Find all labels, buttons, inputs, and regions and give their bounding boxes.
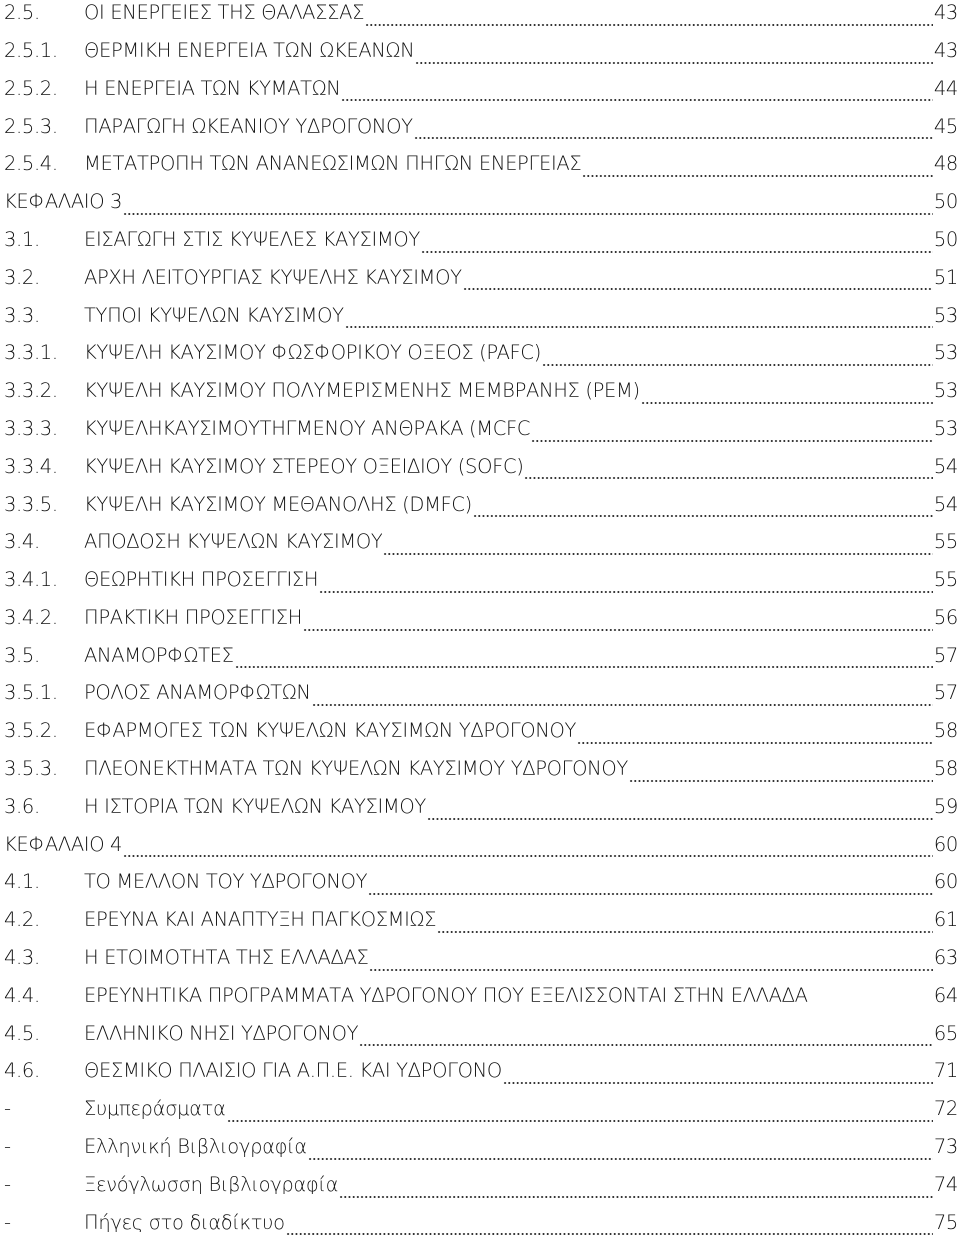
toc-entry[interactable] xyxy=(0,1128,960,1166)
toc-dot-leader xyxy=(415,55,933,65)
toc-chapter-entry[interactable] xyxy=(0,826,960,864)
toc-dot-leader xyxy=(582,168,933,178)
toc-entry-title: ΚΥΨΕΛΗ ΚΑΥΣΙΜΟΥ ΠΟΛΥΜΕΡΙΣΜΕΝΗΣ ΜΕΜΒΡΑΝΗΣ (PEM) xyxy=(84,381,640,401)
toc-dot-leader xyxy=(365,17,933,27)
toc-entry[interactable] xyxy=(0,145,960,183)
toc-dot-leader xyxy=(308,1151,933,1161)
toc-entry-title: Συμπεράσματα xyxy=(84,1099,226,1119)
toc-page-number: 55 xyxy=(933,568,958,592)
toc-dot-leader xyxy=(123,848,933,858)
toc-page-number: 43 xyxy=(933,1,958,25)
toc-page-number: 55 xyxy=(933,530,958,554)
toc-dot-leader xyxy=(345,319,933,329)
toc-entry[interactable] xyxy=(0,70,960,108)
toc-entry-number: 3.3.4. xyxy=(4,454,58,478)
toc-dot-leader xyxy=(339,1189,933,1199)
toc-dot-leader xyxy=(809,1000,933,1010)
toc-dot-leader xyxy=(641,395,933,405)
toc-entry[interactable] xyxy=(0,221,960,259)
toc-entry-title: Πήγες στο διαδίκτυο xyxy=(84,1212,285,1233)
toc-entry-number: 3.2. xyxy=(4,265,40,289)
toc-page-number: 54 xyxy=(933,454,958,478)
toc-entry[interactable] xyxy=(0,32,960,70)
toc-page-number: 57 xyxy=(933,643,958,667)
toc-entry-title: ΕΙΣΑΓΩΓΗ ΣΤΙΣ ΚΥΨΕΛΕΣ ΚΑΥΣΙΜΟΥ xyxy=(84,229,420,250)
toc-page-number: 43 xyxy=(933,38,958,62)
toc-entry-number: - xyxy=(4,1097,11,1121)
toc-entry[interactable] xyxy=(0,107,960,145)
toc-page-number: 44 xyxy=(933,76,958,100)
toc-entry[interactable] xyxy=(0,410,960,448)
toc-entry[interactable] xyxy=(0,1090,960,1128)
toc-entry[interactable] xyxy=(0,750,960,788)
toc-page-number: 63 xyxy=(933,946,958,970)
toc-entry-title: ΠΑΡΑΓΩΓΗ ΩΚΕΑΝΙΟΥ ΥΔΡΟΓΟΝΟΥ xyxy=(84,116,413,137)
toc-entry-title: ΕΛΛΗΝΙΚΟ ΝΗΣΙ ΥΔΡΟΓΟΝΟΥ xyxy=(84,1023,359,1044)
toc-dot-leader xyxy=(312,697,933,707)
toc-page-number: 53 xyxy=(933,379,958,403)
toc-entry[interactable] xyxy=(0,863,960,901)
toc-entry-number: 2.5.3. xyxy=(4,114,58,138)
toc-entry-title: ΚΥΨΕΛΗ ΚΑΥΣΙΜΟΥ ΜΕΘΑΝΟΛΗΣ (DMFC) xyxy=(84,494,472,514)
toc-entry-number: 3.4.2. xyxy=(4,605,58,629)
toc-page-number: 65 xyxy=(933,1021,958,1045)
toc-entry-number: 4.5. xyxy=(4,1021,40,1045)
toc-entry[interactable] xyxy=(0,523,960,561)
toc-entry-number: 3.3.3. xyxy=(4,416,58,440)
toc-entry-title: ΠΛΕΟΝΕΚΤΗΜΑΤΑ ΤΩΝ ΚΥΨΕΛΩΝ ΚΑΥΣΙΜΟΥ ΥΔΡΟΓΟΝΟΥ xyxy=(84,759,628,779)
toc-entry[interactable] xyxy=(0,939,960,977)
toc-dot-leader xyxy=(303,622,933,632)
toc-entry[interactable] xyxy=(0,561,960,599)
toc-chapter-title: ΚΕΦΑΛΑΙΟ 3 xyxy=(4,192,123,212)
toc-page-number: 50 xyxy=(933,190,958,214)
toc-dot-leader xyxy=(368,886,933,896)
toc-page-number: 61 xyxy=(933,908,958,932)
toc-entry-title: ΕΦΑΡΜΟΓΕΣ ΤΩΝ ΚΥΨΕΛΩΝ ΚΑΥΣΙΜΩΝ ΥΔΡΟΓΟΝΟΥ xyxy=(84,721,577,741)
toc-entry-title: ΕΡΕΥΝΑ ΚΑΙ ΑΝΑΠΤΥΞΗ ΠΑΓΚΟΣΜΙΩΣ xyxy=(84,910,437,930)
toc-entry-number: 3.5.2. xyxy=(4,719,58,743)
toc-page-number: 48 xyxy=(933,152,958,176)
toc-entry-title: ΘΕΡΜΙΚΗ ΕΝΕΡΓΕΙΑ ΤΩΝ ΩΚΕΑΝΩΝ xyxy=(84,40,415,61)
toc-entry-number: 3.3.2. xyxy=(4,379,58,403)
toc-entry-number: 3.4. xyxy=(4,530,40,554)
toc-entry-number: 3.3.1. xyxy=(4,341,58,365)
toc-entry[interactable] xyxy=(0,485,960,523)
toc-dot-leader xyxy=(577,735,933,745)
toc-dot-leader xyxy=(524,470,932,480)
toc-entry[interactable] xyxy=(0,372,960,410)
toc-entry-title: ΠΡΑΚΤΙΚΗ ΠΡΟΣΕΓΓΙΣΗ xyxy=(84,607,303,628)
toc-dot-leader xyxy=(421,244,933,254)
toc-entry[interactable] xyxy=(0,1052,960,1090)
toc-dot-leader xyxy=(437,924,933,934)
toc-entry-title: ΜΕΤΑΤΡΟΠΗ ΤΩΝ ΑΝΑΝΕΩΣΙΜΩΝ ΠΗΓΩΝ ΕΝΕΡΓΕΙΑΣ xyxy=(84,154,582,174)
toc-entry[interactable] xyxy=(0,0,960,32)
toc-page-number: 53 xyxy=(933,416,958,440)
toc-entry-number: - xyxy=(4,1172,11,1196)
toc-dot-leader xyxy=(503,1075,933,1085)
toc-page-number: 58 xyxy=(933,757,958,781)
toc-entry-title: ΘΕΩΡΗΤΙΚΗ ΠΡΟΣΕΓΓΙΣΗ xyxy=(84,570,319,590)
toc-entry[interactable] xyxy=(0,1166,960,1204)
toc-dot-leader xyxy=(319,584,933,594)
toc-entry-number: - xyxy=(4,1210,11,1234)
toc-entry-title: ΕΡΕΥΝΗΤΙΚΑ ΠΡΟΓΡΑΜΜΑΤΑ ΥΔΡΟΓΟΝΟΥ ΠΟΥ ΕΞΕΛΙΣΣΟΝΤΑΙ ΣΤΗΝ ΕΛΛΑΔΑ xyxy=(84,985,808,1006)
toc-page-number: 71 xyxy=(933,1059,958,1083)
toc-dot-leader xyxy=(359,1037,933,1047)
toc-page-number: 56 xyxy=(933,605,958,629)
toc-entry-title: ΚΥΨΕΛΗ ΚΑΥΣΙΜΟΥ ΣΤΕΡΕΟΥ ΟΞΕΙΔΙΟΥ (SOFC) xyxy=(84,456,524,477)
toc-entry-title: ΟΙ ΕΝΕΡΓΕΙΕΣ ΤΗΣ ΘΑΛΑΣΣΑΣ xyxy=(84,3,365,23)
toc-dot-leader xyxy=(123,206,933,216)
toc-entry[interactable] xyxy=(0,788,960,826)
toc-entry-number: 3.5.3. xyxy=(4,757,58,781)
toc-entry-number: 4.6. xyxy=(4,1059,40,1083)
toc-entry[interactable] xyxy=(0,448,960,486)
toc-page-number: 54 xyxy=(933,492,958,516)
toc-entry-title: Ξενόγλωσση Βιβλιογραφία xyxy=(84,1174,339,1195)
toc-entry-title: Ελληνική Βιβλιογραφία xyxy=(84,1137,307,1157)
toc-dot-leader xyxy=(227,1113,933,1123)
toc-entry-number: 3.1. xyxy=(4,227,40,251)
toc-entry-title: ΑΠΟΔΟΣΗ ΚΥΨΕΛΩΝ ΚΑΥΣΙΜΟΥ xyxy=(84,532,383,552)
toc-entry-title: ΑΝΑΜΟΡΦΩΤΕΣ xyxy=(84,645,234,666)
toc-chapter-title: ΚΕΦΑΛΑΙΟ 4 xyxy=(4,834,123,855)
toc-entry-number: 2.5.1. xyxy=(4,38,58,62)
toc-dot-leader xyxy=(463,281,933,291)
toc-page-number: 51 xyxy=(933,265,958,289)
toc-dot-leader xyxy=(473,508,933,518)
toc-entry-number: 4.3. xyxy=(4,946,40,970)
toc-entry-title: Η ΕΤΟΙΜΟΤΗΤΑ ΤΗΣ ΕΛΛΑΔΑΣ xyxy=(84,948,369,968)
toc-entry-title: ΤΟ ΜΕΛΛΟΝ ΤΟΥ ΥΔΡΟΓΟΝΟΥ xyxy=(84,872,368,892)
toc-page-number: 73 xyxy=(933,1135,958,1159)
toc-entry-number: 4.2. xyxy=(4,908,40,932)
toc-page-number: 53 xyxy=(933,341,958,365)
toc-dot-leader xyxy=(427,811,933,821)
toc-entry-number: 2.5.4. xyxy=(4,152,58,176)
toc-entry[interactable] xyxy=(0,296,960,334)
toc-entry-title: ΚΥΨΕΛΗ ΚΑΥΣΙΜΟΥ ΦΩΣΦΟΡΙΚΟΥ ΟΞΕΟΣ (PAFC) xyxy=(84,343,541,363)
toc-entry-title: Η ΙΣΤΟΡΙΑ ΤΩΝ ΚΥΨΕΛΩΝ ΚΑΥΣΙΜΟΥ xyxy=(84,796,426,817)
toc-entry[interactable] xyxy=(0,712,960,750)
toc-dot-leader xyxy=(341,92,932,102)
toc-entry[interactable] xyxy=(0,901,960,939)
toc-entry-title: ΡΟΛΟΣ ΑΝΑΜΟΡΦΩΤΩΝ xyxy=(84,683,311,703)
toc-page-number: 59 xyxy=(933,794,958,818)
toc-entry-number: - xyxy=(4,1135,11,1159)
toc-page-number: 58 xyxy=(933,719,958,743)
toc-dot-leader xyxy=(286,1226,933,1236)
toc-entry-number: 3.5. xyxy=(4,643,40,667)
toc-dot-leader xyxy=(629,773,933,783)
toc-page-number: 57 xyxy=(933,681,958,705)
toc-page-number: 75 xyxy=(933,1210,958,1234)
toc-page-number: 60 xyxy=(933,870,958,894)
toc-entry-number: 3.6. xyxy=(4,794,40,818)
toc-entry-number: 3.3.5. xyxy=(4,492,58,516)
toc-page-number: 50 xyxy=(933,227,958,251)
toc-entry[interactable] xyxy=(0,977,960,1015)
toc-entry[interactable] xyxy=(0,674,960,712)
toc-page-number: 74 xyxy=(933,1172,958,1196)
toc-entry-title: ΤΥΠΟΙ ΚΥΨΕΛΩΝ ΚΑΥΣΙΜΟΥ xyxy=(84,305,344,326)
toc-entry-title: Η ΕΝΕΡΓΕΙΑ ΤΩΝ ΚΥΜΑΤΩΝ xyxy=(84,78,341,99)
toc-entry-number: 3.5.1. xyxy=(4,681,58,705)
toc-page-number: 60 xyxy=(933,832,958,856)
toc-entry[interactable] xyxy=(0,334,960,372)
toc-dot-leader xyxy=(235,659,933,669)
toc-entry[interactable] xyxy=(0,1015,960,1053)
toc-entry-number: 2.5. xyxy=(4,1,40,25)
toc-page-number: 53 xyxy=(933,303,958,327)
toc-dot-leader xyxy=(414,130,933,140)
toc-dot-leader xyxy=(531,433,933,443)
toc-entry-title: ΘΕΣΜΙΚΟ ΠΛΑΙΣΙΟ ΓΙΑ Α.Π.Ε. ΚΑΙ ΥΔΡΟΓΟΝΟ xyxy=(84,1061,502,1081)
toc-entry-number: 2.5.2. xyxy=(4,76,58,100)
toc-entry-number: 4.4. xyxy=(4,983,40,1007)
toc-entry[interactable] xyxy=(0,599,960,637)
toc-dot-leader xyxy=(542,357,933,367)
toc-entry-title: ΚΥΨΕΛΗΚΑΥΣΙΜΟΥΤΗΓΜΕΝΟΥ ΑΝΘΡΑΚΑ (MCFC xyxy=(84,418,531,439)
toc-entry[interactable] xyxy=(0,637,960,675)
toc-entry-number: 3.3. xyxy=(4,303,40,327)
toc-chapter-entry[interactable] xyxy=(0,183,960,221)
toc-page-number: 45 xyxy=(933,114,958,138)
toc-page-number: 72 xyxy=(933,1097,958,1121)
toc-dot-leader xyxy=(369,962,932,972)
toc-dot-leader xyxy=(383,546,932,556)
toc-entry[interactable] xyxy=(0,1204,960,1241)
toc-entry[interactable] xyxy=(0,259,960,297)
toc-page-number: 64 xyxy=(933,983,958,1007)
toc-entry-number: 3.4.1. xyxy=(4,568,58,592)
toc-entry-title: ΑΡΧΗ ΛΕΙΤΟΥΡΓΙΑΣ ΚΥΨΕΛΗΣ ΚΑΥΣΙΜΟΥ xyxy=(84,267,462,288)
toc-entry-number: 4.1. xyxy=(4,870,40,894)
